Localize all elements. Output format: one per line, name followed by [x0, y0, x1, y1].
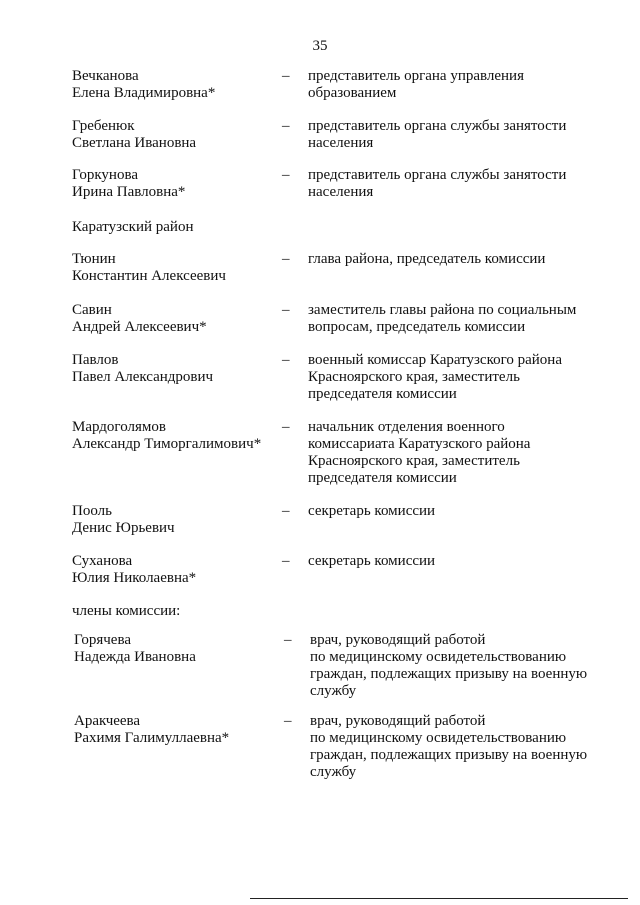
surname: Пооль — [72, 503, 112, 519]
role-line: начальник отделения военного — [308, 419, 505, 435]
member-name — [74, 632, 274, 666]
member-name — [72, 167, 272, 201]
surname: Мардоголямов — [72, 419, 166, 435]
role-line: секретарь комиссии — [308, 553, 436, 569]
given-names: Рахимя Галимуллаевна* — [74, 730, 230, 746]
page-number: 35 — [312, 38, 328, 54]
given-names: Денис Юрьевич — [72, 520, 175, 536]
role-line: службу — [310, 764, 357, 780]
role-line: населения — [308, 184, 374, 200]
role-line: службу — [310, 683, 357, 699]
dash-separator: – — [282, 167, 290, 183]
given-names: Ирина Павловна* — [72, 184, 186, 200]
member-role — [308, 167, 608, 201]
dash-separator: – — [282, 118, 290, 134]
surname: Аракчеева — [74, 713, 141, 729]
dash-separator: – — [282, 553, 290, 569]
surname: Вечканова — [72, 68, 139, 84]
dash-separator: – — [282, 302, 290, 318]
role-line: представитель органа управления — [308, 68, 524, 84]
member-name — [72, 553, 272, 587]
role-line: граждан, подлежащих призыву на военную — [310, 747, 588, 763]
member-role — [308, 118, 608, 152]
role-line: глава района, председатель комиссии — [308, 251, 546, 267]
dash-separator: – — [282, 419, 290, 435]
given-names: Елена Владимировна* — [72, 85, 216, 101]
district-heading: Каратузский район — [72, 219, 194, 235]
role-line: врач, руководящий работой — [310, 632, 486, 648]
given-names: Светлана Ивановна — [72, 135, 197, 151]
dash-separator: – — [282, 352, 290, 368]
role-line: председателя комиссии — [308, 470, 457, 486]
member-name — [72, 352, 272, 386]
dash-separator: – — [284, 713, 292, 729]
members-heading: члены комиссии: — [72, 603, 181, 619]
member-role — [308, 419, 608, 487]
member-name — [72, 251, 272, 285]
role-line: военный комиссар Каратузского района — [308, 352, 562, 368]
member-role — [308, 503, 608, 520]
member-role — [308, 68, 608, 102]
role-line: представитель органа службы занятости — [308, 118, 567, 134]
member-role — [308, 251, 608, 268]
role-line: вопросам, председатель комиссии — [308, 319, 526, 335]
surname: Тюнин — [72, 251, 116, 267]
surname: Гребенюк — [72, 118, 135, 134]
role-line: по медицинскому освидетельствованию — [310, 730, 567, 746]
member-name — [72, 419, 272, 453]
member-role — [308, 302, 608, 336]
member-role — [308, 352, 608, 403]
dash-separator: – — [282, 68, 290, 84]
role-line: секретарь комиссии — [308, 503, 436, 519]
surname: Суханова — [72, 553, 133, 569]
member-role — [308, 553, 608, 570]
given-names: Константин Алексеевич — [72, 268, 226, 284]
member-name — [72, 302, 272, 336]
footer-rule — [250, 898, 628, 899]
member-name — [72, 118, 272, 152]
role-line: представитель органа службы занятости — [308, 167, 567, 183]
role-line: комиссариата Каратузского района — [308, 436, 531, 452]
dash-separator: – — [284, 632, 292, 648]
role-line: образованием — [308, 85, 397, 101]
dash-separator: – — [282, 503, 290, 519]
member-name — [74, 713, 274, 747]
member-name — [72, 68, 272, 102]
given-names: Павел Александрович — [72, 369, 214, 385]
surname: Савин — [72, 302, 112, 318]
member-name — [72, 503, 272, 537]
dash-separator: – — [282, 251, 290, 267]
role-line: по медицинскому освидетельствованию — [310, 649, 567, 665]
member-role — [310, 632, 610, 700]
role-line: Красноярского края, заместитель — [308, 369, 520, 385]
surname: Горкунова — [72, 167, 138, 183]
role-line: заместитель главы района по социальным — [308, 302, 577, 318]
role-line: населения — [308, 135, 374, 151]
given-names: Надежда Ивановна — [74, 649, 196, 665]
role-line: председателя комиссии — [308, 386, 457, 402]
member-role — [310, 713, 610, 781]
surname: Горячева — [74, 632, 131, 648]
given-names: Александр Тиморгалимович* — [72, 436, 262, 452]
role-line: Красноярского края, заместитель — [308, 453, 520, 469]
role-line: врач, руководящий работой — [310, 713, 486, 729]
role-line: граждан, подлежащих призыву на военную — [310, 666, 588, 682]
given-names: Юлия Николаевна* — [72, 570, 197, 586]
given-names: Андрей Алексеевич* — [72, 319, 207, 335]
surname: Павлов — [72, 352, 119, 368]
